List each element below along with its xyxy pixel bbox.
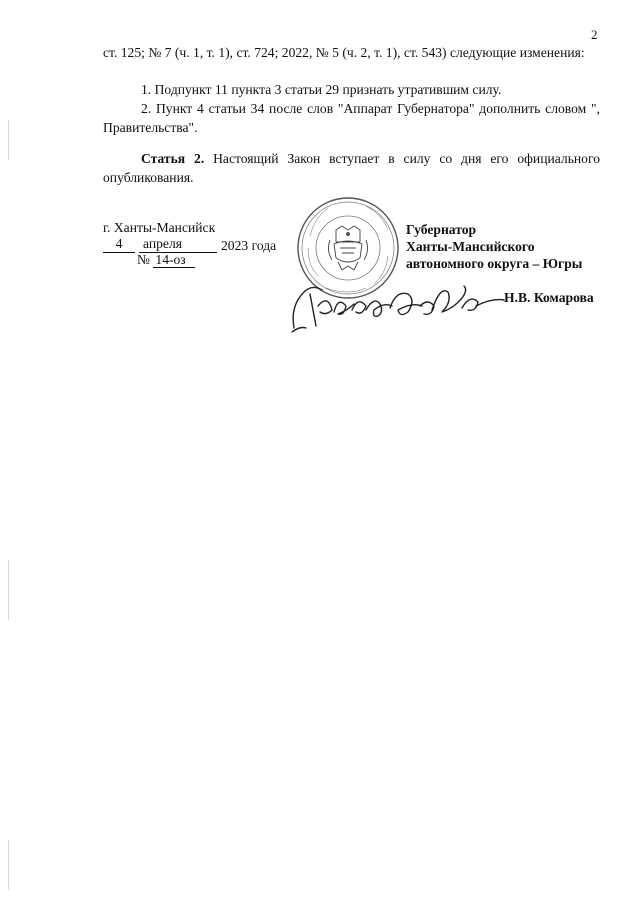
law-number xyxy=(137,252,195,268)
amendment-item-2: 2. Пункт 4 статьи 34 после слов "Аппарат Губернатора" дополнить словом ", Правительства". xyxy=(103,101,600,135)
law-number-prefix: № xyxy=(137,252,150,267)
governor-title-line-1: Губернатор xyxy=(406,222,477,237)
date-year: 2023 года xyxy=(221,238,277,253)
date-day: 4 xyxy=(103,236,135,253)
amendment-item-1: 1. Подпункт 11 пункта 3 статьи 29 признать утратившим силу. xyxy=(141,82,502,97)
article-label: Статья 2. xyxy=(141,151,205,166)
governor-name: Н.В. Комарова xyxy=(504,290,594,305)
signing-date xyxy=(103,236,303,256)
intro-paragraph: ст. 125; № 7 (ч. 1, т. 1), ст. 724; 2022, № 5 (ч. 2, т. 1), ст. 543) следующие изменения: xyxy=(103,45,585,60)
article-text: Настоящий Закон вступает в силу со дня его официального опубликования. xyxy=(103,151,600,185)
governor-title-line-3: автономного округа – Югры xyxy=(406,256,583,271)
governor-title-line-2: Ханты-Мансийского xyxy=(406,239,535,254)
scan-margin-mark xyxy=(8,120,9,160)
signing-place: г. Ханты-Мансийск xyxy=(103,220,216,235)
date-month: апреля xyxy=(139,236,217,253)
law-number-value: 14-оз xyxy=(153,252,195,268)
page-number: 2 xyxy=(591,27,598,42)
handwritten-signature-icon xyxy=(282,276,532,336)
article-2-paragraph xyxy=(103,150,600,187)
scan-margin-mark xyxy=(8,840,9,890)
scan-margin-mark xyxy=(8,560,9,620)
governor-title xyxy=(406,221,582,272)
